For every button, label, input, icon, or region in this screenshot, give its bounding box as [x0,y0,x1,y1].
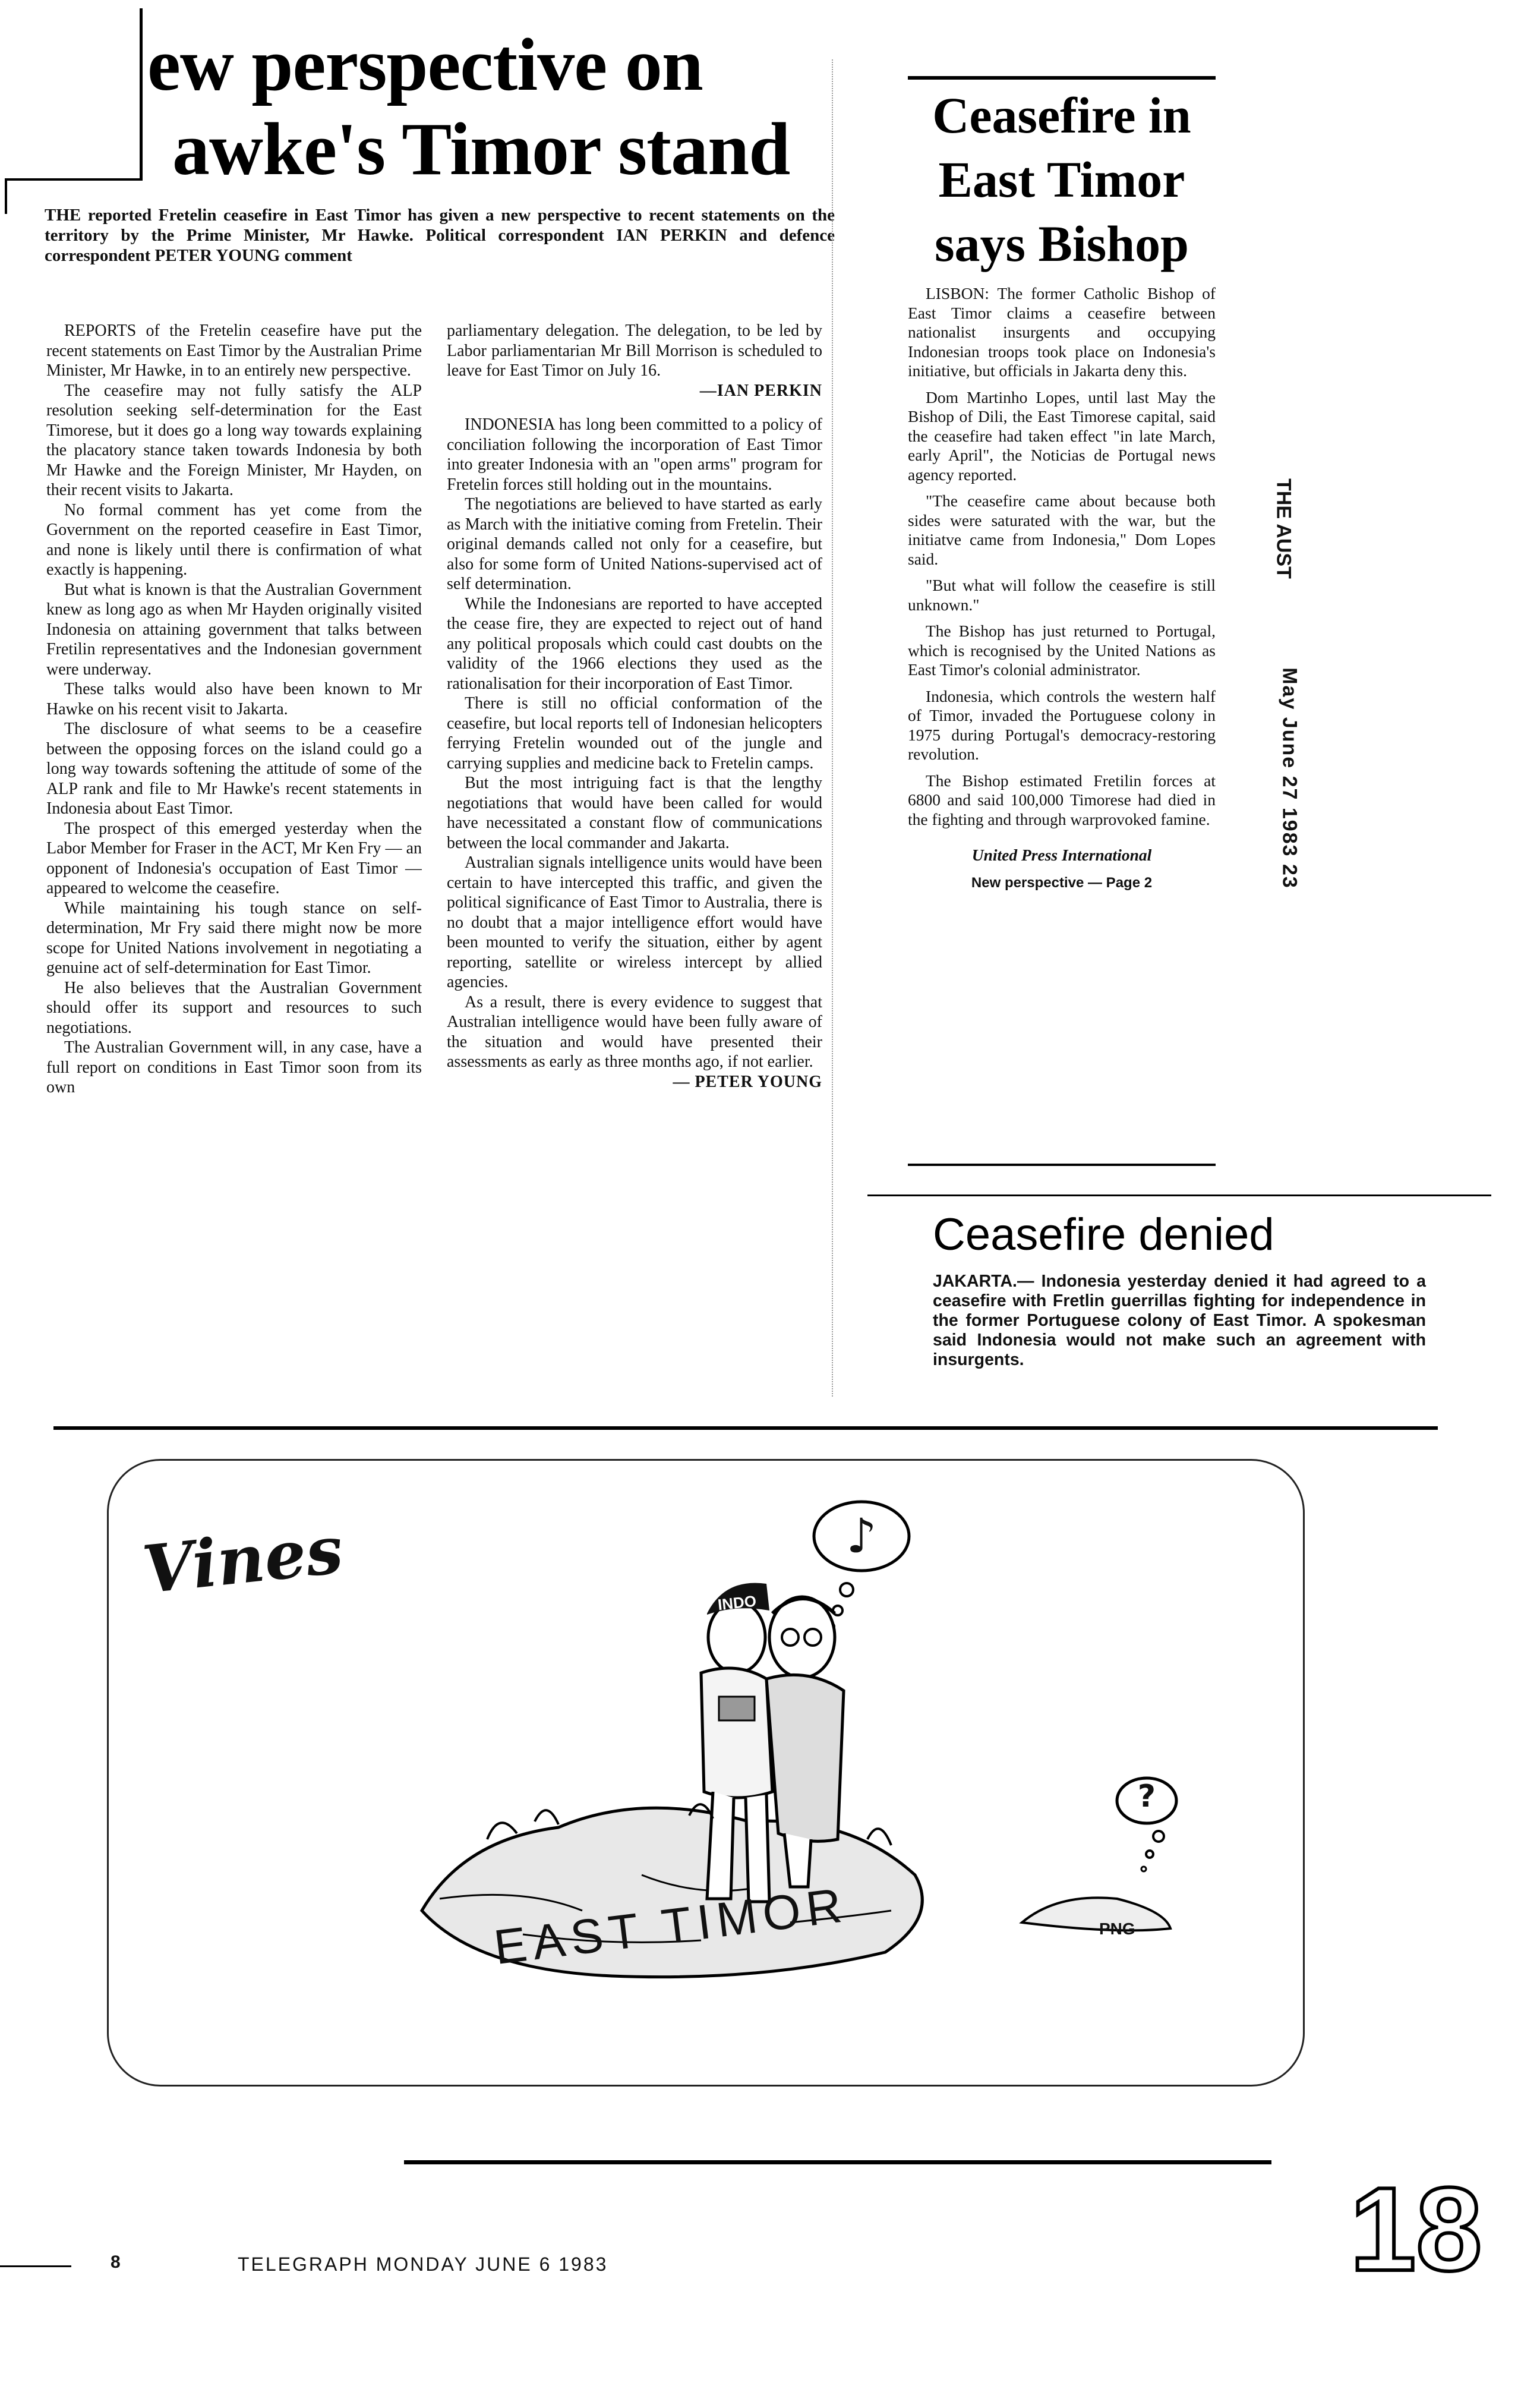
main-headline-line1: ew perspective on [147,24,703,106]
headline-box-rule [5,178,143,181]
page-number: 18 [1350,2163,1482,2296]
bishop-paragraph: Dom Martinho Lopes, until last May the Bishop of Dili, the East Timorese capital, said the ceasefire had taken effect "in late March, early April", the Noticias de Portugal news agency reported. [908,387,1216,484]
bishop-headline-line3: says Bishop [935,215,1189,272]
left-margin-rule [140,8,143,179]
bishop-paragraph: "But what will follow the ceasefire is still unknown." [908,576,1216,614]
article-column-1 [46,321,422,1408]
col1-paragraph: The Australian Government will, in any case, have a full report on conditions in East Timor soon from its own [46,1038,422,1096]
bishop-paragraph: The Bishop estimated Fretilin forces at 6800 and said 100,000 Timorese had died in the fighting and through warprovoked famine. [908,771,1216,828]
question-symbol: ? [1137,1779,1156,1814]
bishop-story [908,284,1216,1116]
col1-paragraph: REPORTS of the Fretelin ceasefire have put the recent statements on East Timor by the Australian Prime Minister, Mr Hawke, in to an entirely new perspective. [46,322,422,380]
col1-paragraph: These talks would also have been known to Mr Hawke on his recent visit to Jakarta. [46,680,422,718]
footer-mark: 8 [111,2252,121,2272]
bishop-paragraph: "The ceasefire came about because both sides were saturated with the war, but the initiatve came from Indonesia," Dom Lopes said. [908,491,1216,568]
png-island-shape [1022,1898,1170,1930]
figure-body-right [766,1675,844,1841]
cartoon-bottom-rule [404,2160,1271,2164]
article-column-2 [447,321,822,1408]
bishop-headline [908,83,1216,276]
source-stamp-paper: THE AUST [1272,478,1295,579]
footer-left-rule [0,2265,71,2267]
col2-paragraph: The negotiations are believed to have started as early as March with the initiative coming from Fretelin. Their original demands called not only for a ceasefire, but also for some form of United Nations-supervised act of self determination. [447,495,822,593]
standfirst: THE reported Fretelin ceasefire in East Timor has given a new perspective to recent statements on the territory by the Prime Minister, Mr Hawke. Political correspondent IAN PERKIN and defence correspondent PETER YOUNG comment [45,206,835,265]
figure-body-left [701,1668,772,1798]
sidebar-top-rule [908,76,1216,80]
headline-box-rule-left [5,178,7,214]
col2-paragraph: While the Indonesians are reported to have accepted the cease fire, they are expected to reject out of hand any political proposals which could cast doubts on the validity of the 1966 elections they used as the rationalisation for their incorporation of East Timor. [447,594,822,693]
col2-paragraph: But the most intriguing fact is that the lengthy negotiations that would have been called for would have necessitated a constant flow of communications between the local commander and Jakarta. [447,774,822,852]
sidebar-bottom-rule [908,1164,1216,1166]
bishop-headline-line2: East Timor [938,151,1185,208]
col1-paragraph: He also believes that the Australian Government should offer its support and resources to such negotiations. [46,978,422,1037]
thought-note-symbol: ♪ [846,1508,877,1564]
bishop-paragraph: Indonesia, which controls the western half of Timor, invaded the Portuguese colony in 1975 during Portugal's democracy-restoring revolution. [908,686,1216,763]
bishop-credit: United Press International [971,846,1152,864]
source-stamp-date: May June 27 1983 23 [1278,667,1301,889]
col1-paragraph: No formal comment has yet come from the Government on the reported ceasefire in East Timor, and none is likely until there is confirmation of what exactly is happening. [46,500,422,579]
column-divider [832,59,834,1397]
col2-paragraph: As a result, there is every evidence to suggest that Australian intelligence would have been fully aware of the situation and would have presented their assessments as early as three months ago, if not earlier. [447,992,822,1071]
col2-paragraph: parliamentary delegation. The delegation, to be led by Labor parliamentarian Mr Bill Morrison is scheduled to leave for East Timor on July 16. [447,322,822,380]
col1-paragraph: The ceasefire may not fully satisfy the ALP resolution seeking self-determination for the East Timorese, but it does go a long way towards explaining the placatory stance taken towards Indonesia by both Mr Hawke and the Foreign Minister, Mr Hayden, on their recent visits to Jakarta. [46,381,422,499]
col1-paragraph: But what is known is that the Australian Government knew as long ago as when Mr Hayden originally visited Indonesia on attaining government that talks between Fretilin representatives and the Indonesian government were underway. [46,580,422,679]
col1-paragraph: The disclosure of what seems to be a ceasefire between the opposing forces on the island could go a long way towards softening the attitude of some of the ALP rank and file to Mr Hawke's recent statements in Indonesia about East Timor. [46,720,422,818]
col2-paragraph: INDONESIA has long been committed to a policy of conciliation following the incorporation of East Timor into greater Indonesia with an "open arms" program for Fretelin forces still holding out in the mountains. [447,415,822,494]
col1-paragraph: While maintaining his tough stance on self-determination, Mr Fry said there might now be more scope for United Nations involvement in negotiating a genuine act of self-determination for East Timor. [46,899,422,977]
denied-top-rule [867,1194,1491,1196]
main-headline-line2: awke's Timor stand [172,108,790,191]
cartoon-drawing [107,1459,1301,2083]
hat-label: INDO [717,1591,758,1614]
denied-body: JAKARTA.— Indonesia yesterday denied it had agreed to a ceasefire with Fretlin guerrillas fighting for independence in the former Portuguese colony of East Timor. A spokesman said Indonesia would not make such an agreement with insurgents. [933,1272,1426,1369]
island-label: EAST TIMOR [491,1877,851,1975]
denied-headline: Ceasefire denied [933,1209,1274,1260]
png-label: PNG [1099,1920,1135,1938]
bishop-paragraph: The Bishop has just returned to Portugal, which is recognised by the United Nations as East Timor's colonial administrator. [908,622,1216,679]
bishop-paragraph: LISBON: The former Catholic Bishop of East Timor claims a ceasefire between nationalist insurgents and occupying Indonesian troops took place on Indonesia's initiative, but officials in Jakarta deny this. [908,284,1216,380]
byline-ian-perkin: —IAN PERKIN [699,381,822,400]
bishop-crossref: New perspective — Page 2 [971,874,1153,891]
cartoonist-signature: Vines [139,1511,346,1609]
col2-paragraph: Australian signals intelligence units would have been certain to have intercepted this traffic, and given the political significance of East Timor to Australia, there is no doubt that a major intelligence effort would have been mounted to verify the situation, either by agent reporting, satellite or wireless intercept by allied agencies. [447,853,822,991]
figure-legs-right [784,1833,811,1887]
col2-paragraph: There is still no official conformation of the ceasefire, but local reports tell of Indonesian helicopters ferrying Fretelin wounded out of the jungle and carrying supplies and medicine back to Fretelin camps. [447,694,822,773]
cartoon-top-rule [53,1426,1438,1430]
col1-paragraph: The prospect of this emerged yesterday when the Labor Member for Fraser in the ACT, Mr Ken Fry — an opponent of Indonesia's occupation of East Timor — appeared to welcome the ceasefire. [46,819,422,897]
byline-peter-young: — PETER YOUNG [673,1072,822,1091]
footer-paper-line: TELEGRAPH MONDAY JUNE 6 1983 [238,2254,608,2275]
bishop-headline-line1: Ceasefire in [932,87,1191,144]
